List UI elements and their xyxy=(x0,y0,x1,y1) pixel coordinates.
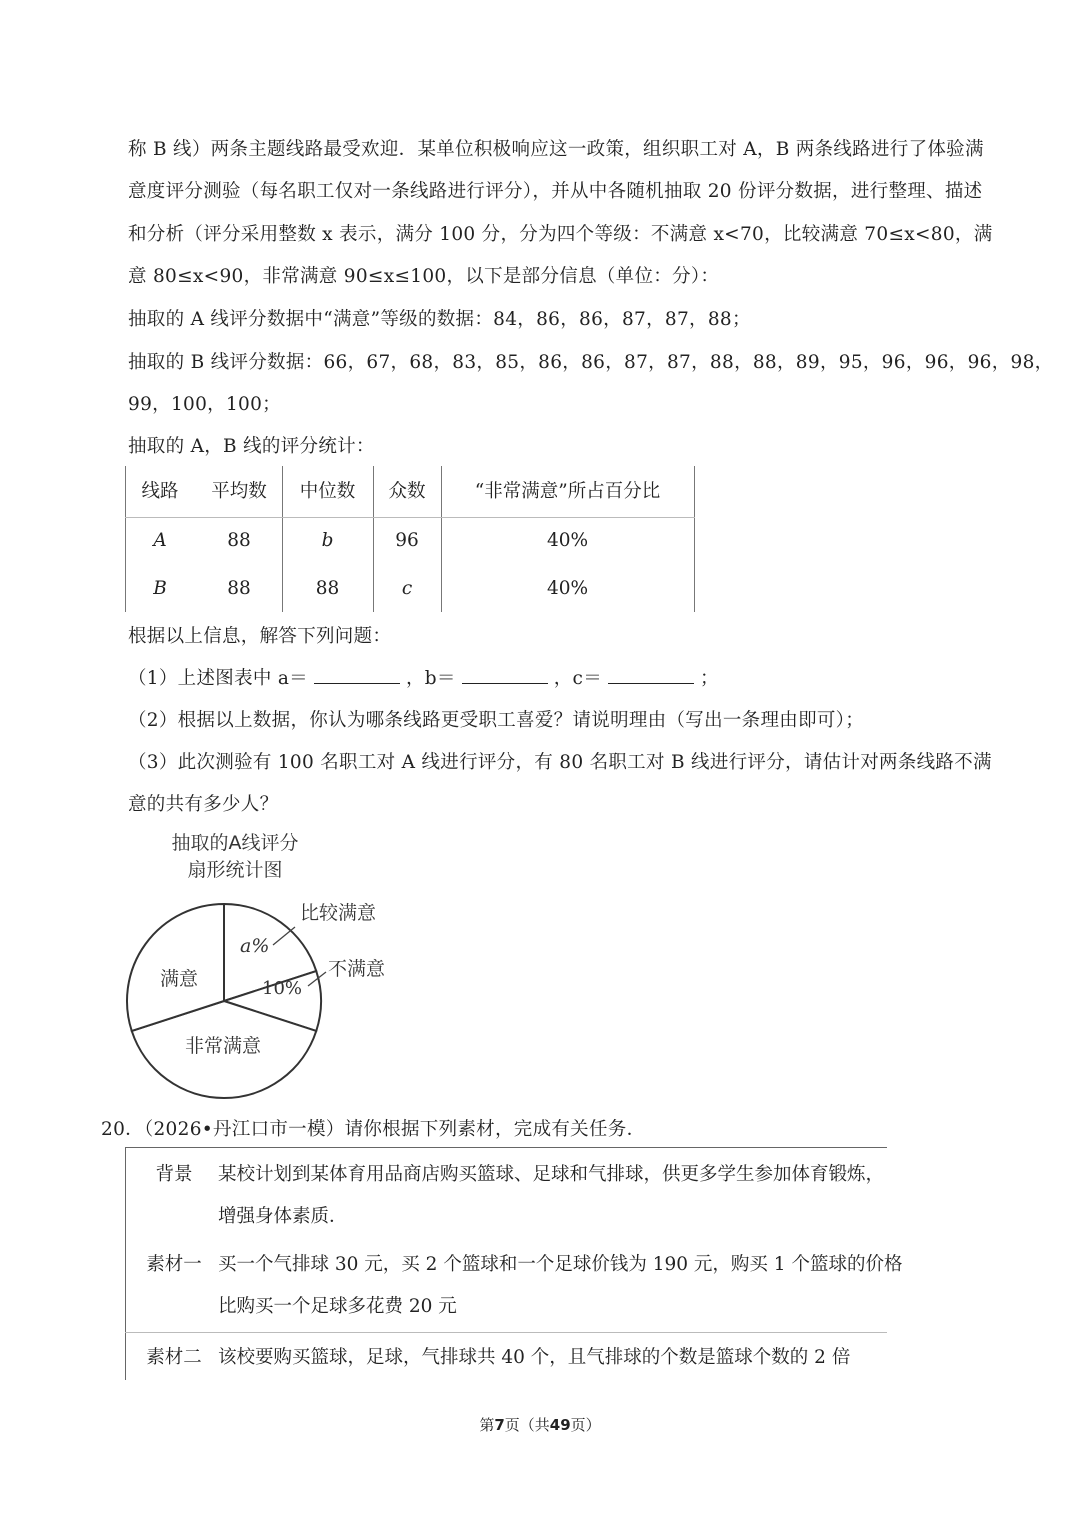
paragraph-line: 意度评分测验（每名职工仅对一条线路进行评分），并从中各随机抽取 20 份评分数据，进行整理、描述 xyxy=(128,181,983,202)
a-line-data: 抽取的 A 线评分数据中“满意”等级的数据：84，86，86，87，87，88； xyxy=(128,309,751,330)
row-text: 买一个气排球 30 元，买 2 个篮球和一个足球价钱为 190 元，购买 1 个篮球的价格 xyxy=(218,1254,903,1275)
table-cell: b xyxy=(321,530,334,551)
table-cell: 88 xyxy=(227,530,251,551)
page-number: 7 xyxy=(494,1416,505,1434)
table-cell: c xyxy=(401,578,413,599)
question-2: （2）根据以上数据，你认为哪条线路更受职工喜爱？请说明理由（写出一条理由即可）； xyxy=(128,710,865,731)
table-cell: 88 xyxy=(315,578,340,599)
question-1 xyxy=(128,664,984,694)
answer-blank xyxy=(462,667,548,684)
q1-prefix: （1）上述图表中 a＝ xyxy=(128,668,308,689)
row-label: 素材一 xyxy=(146,1254,202,1275)
header-cell: “非常满意”所占百分比 xyxy=(474,481,661,502)
q1-c: ，c＝ xyxy=(553,668,602,689)
slice-label-inner: 非常满意 xyxy=(185,1035,262,1057)
footer-suffix: 页） xyxy=(570,1416,601,1434)
total-pages: 49 xyxy=(549,1416,571,1434)
material-table xyxy=(125,1147,903,1380)
problem-20-heading: 20．（2026•丹江口市一模）请你根据下列素材，完成有关任务． xyxy=(101,1119,646,1140)
slice-label-inner: a% xyxy=(240,935,270,957)
q1-end: ； xyxy=(700,668,719,689)
footer-prefix: 第 xyxy=(479,1416,495,1434)
row-label: 背景 xyxy=(155,1164,193,1185)
table-cell: B xyxy=(153,578,167,599)
chart-title: 抽取的A线评分 xyxy=(171,832,299,854)
answer-blank xyxy=(314,667,400,684)
slice-label-inner: 10% xyxy=(262,978,303,999)
row-text: 比购买一个足球多花费 20 元 xyxy=(218,1296,457,1317)
b-line-data: 抽取的 B 线评分数据：66，67，68，83，85，86，86，87，87，88，88，89，95，96，96，96，98， xyxy=(128,352,1054,373)
row-text: 该校要购买篮球，足球，气排球共 40 个，且气排球的个数是篮球个数的 2 倍 xyxy=(218,1347,851,1368)
paragraph-line: 称 B 线）两条主题线路最受欢迎．某单位积极响应这一政策，组织职工对 A，B 两条线路进行了体验满 xyxy=(128,139,984,160)
pie-chart xyxy=(110,890,430,1105)
header-cell: 线路 xyxy=(141,481,179,502)
table-cell: 40% xyxy=(546,530,589,551)
question-3: （3）此次测验有 100 名职工对 A 线进行评分，有 80 名职工对 B 线进行评分，请估计对两条线路不满 xyxy=(128,752,992,773)
b-line-data-cont: 99，100，100； xyxy=(128,394,281,415)
row-text: 某校计划到某体育用品商店购买篮球、足球和气排球，供更多学生参加体育锻炼， xyxy=(218,1164,885,1185)
page-footer xyxy=(0,1414,1080,1435)
paragraph-line: 意 80≤x<90，非常满意 90≤x≤100，以下是部分信息（单位：分）： xyxy=(128,266,720,287)
chart-subtitle: 扇形统计图 xyxy=(187,859,283,881)
table-cell: A xyxy=(153,530,167,551)
table-cell: 88 xyxy=(227,578,251,599)
footer-mid: 页（共 xyxy=(504,1416,550,1434)
table-cell: 96 xyxy=(395,530,419,551)
row-label: 素材二 xyxy=(146,1347,202,1368)
answer-blank xyxy=(608,667,694,684)
paragraph-line: 和分析（评分采用整数 x 表示，满分 100 分，分为四个等级：不满意 x<70，比较满意 70≤x<80，满 xyxy=(128,224,993,245)
pie-slices xyxy=(127,904,321,1098)
score-table xyxy=(125,466,695,612)
table-cell: 40% xyxy=(546,578,589,599)
stats-intro: 抽取的 A，B 线的评分统计： xyxy=(128,436,375,457)
header-cell: 中位数 xyxy=(299,481,356,502)
questions-intro: 根据以上信息，解答下列问题： xyxy=(128,626,392,647)
slice-label-outer: 不满意 xyxy=(328,958,386,980)
slice-label-outer: 比较满意 xyxy=(300,902,377,924)
header-cell: 众数 xyxy=(388,481,426,502)
row-text: 增强身体素质． xyxy=(218,1206,348,1227)
q1-b: ，b＝ xyxy=(405,668,456,689)
question-3-cont: 意的共有多少人？ xyxy=(128,794,279,815)
slice-label-inner: 满意 xyxy=(160,968,199,990)
header-cell: 平均数 xyxy=(211,481,267,502)
